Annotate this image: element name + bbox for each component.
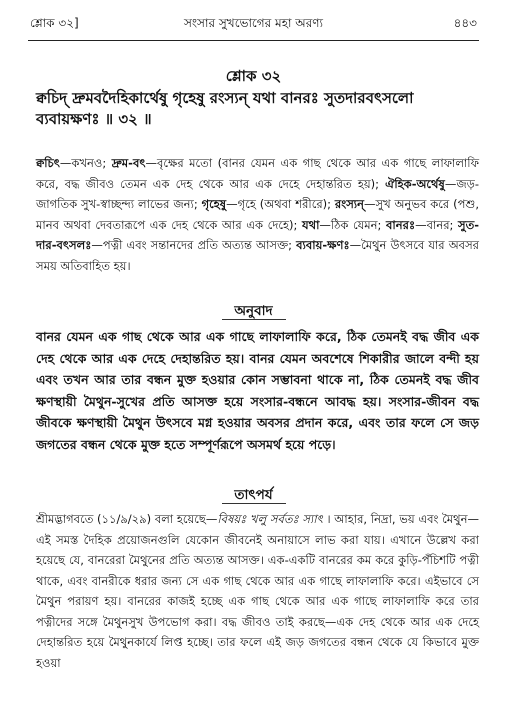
- running-header: [30, 8, 477, 38]
- purport-title: তাৎপর্য: [234, 487, 273, 503]
- purport-reference: (১১/৯/২৯) বলা হয়েছে—: [93, 512, 218, 526]
- synonym-term: ক্বচিৎ: [36, 156, 60, 170]
- synonym-meaning: —সুখ অনুভব করে (পশু, মানব অথবা দেবতারূপে এক দেহ থেকে আর এক দেহে);: [36, 197, 479, 232]
- synonym-meaning: —জড়-জাগতিক সুখ-স্বাচ্ছন্দ্য লাভের জন্য;: [36, 176, 479, 211]
- purport-text: [36, 509, 479, 673]
- synonym-term: ঐহিক-অর্থেষু: [385, 176, 445, 191]
- verse-number: শ্লোক ৩২: [225, 67, 282, 85]
- word-meanings: [36, 153, 479, 276]
- synonym-meaning: —গৃহে (অথবা শরীরে);: [226, 197, 335, 211]
- synonym-term: গৃহেষু: [201, 197, 227, 211]
- synonym-meaning: —বানর;: [415, 217, 458, 232]
- header-rule: [28, 40, 479, 41]
- translation-text: বানর যেমন এক গাছ থেকে আর এক গাছে লাফালাফি করে, ঠিক তেমনই বদ্ধ জীব এক দেহ থেকে আর এক দেহে দেহান্তরিত হয়। বানর যেমন অবশেষে শিকারীর জালে বন্দী হয় এবং তখন আর তার বন্ধন মুক্ত হওয়ার কোন সম্ভাবনা থাকে না, ঠিক তেমনই বদ্ধ জীব ক্ষণস্থায়ী মৈথুন-সুখের প্রতি আসক্ত হয়ে সংসার-বন্ধনে আবদ্ধ হয়। সংসার-জীবন বদ্ধ জীবকে ক্ষণস্থায়ী মৈথুন উৎসবে মগ্ন হওয়ার অবসর প্রদান করে, এবং তার ফলে সে জড় জগতের বন্ধন থেকে মুক্ত হতে সম্পূর্ণরূপে অসমর্থ হয়ে পড়ে।: [36, 329, 479, 452]
- synonym-meaning: —মৈথুন উৎসবে যার অবসর সময় অতিবাহিত হয়।: [36, 238, 480, 273]
- synonym-term: যথা: [302, 217, 320, 232]
- purport-quote: বিষয়ঃ খলু সর্বতঃ স্যাৎ: [217, 512, 323, 526]
- translation-title: অনুবাদ: [234, 303, 273, 319]
- synonym-meaning: —বৃক্ষের মতো (বানর যেমন এক গাছ থেকে আর এক গাছে লাফালাফি করে, বদ্ধ জীবও তেমন এক দেহ থেকে আর এক দেহে দেহান্তরিত হয়);: [36, 156, 479, 191]
- synonym-term: রংস্যন্: [334, 197, 364, 211]
- synonym-meaning: —কখনও;: [59, 156, 112, 170]
- header-chapter-title: সংসার সুখভোগের মহা অরণ্য: [183, 16, 324, 30]
- synonym-term: বানরঃ: [386, 217, 416, 232]
- purport-body: । আহার, নিদ্রা, ভয় এবং মৈথুন—এই সমস্ত দৈহিক প্রয়োজনগুলি যেকোন জীবনেই অনায়াসে লাভ করা যায়। এখানে উল্লেখ করা হয়েছে যে, বানরেরা মৈথুনের প্রতি অত্যন্ত আসক্ত। এক-একটি বানরের কম করে কুড়ি-পঁচিশটি পত্নী থাকে, এবং বানরীকে ধরার জন্য সে এক গাছ থেকে আর এক গাছে লাফালাফি করে। এইভাবে সে মৈথুন পরায়ণ হয়। বানরের কাজই হচ্ছে এক গাছ থেকে আর এক গাছে লাফালাফি করে তার পত্নীদের সঙ্গে মৈথুনসুখ উপভোগ করা। বদ্ধ জীবও তাই করছে—এক দেহ থেকে আর এক দেহে দেহান্তরিত হয়ে মৈথুনকার্যে লিপ্ত হচ্ছে। তার ফলে এই জড় জগতের বন্ধন থেকে যে কিভাবে মুক্ত হওয়া: [36, 512, 479, 670]
- synonym-term: দ্রুম-বৎ: [111, 156, 146, 170]
- translation-title-underline: [222, 319, 286, 320]
- synonym-term: ব্যবায়-ক্ষণঃ: [296, 238, 350, 252]
- header-verse-ref: শ্লোক ৩২]: [30, 16, 79, 30]
- purport-source: শ্রীমদ্ভাগবতে: [36, 512, 94, 526]
- header-page-number: ৪৪৩: [453, 16, 477, 30]
- purport-title-underline: [222, 503, 286, 504]
- synonym-meaning: —পত্নী এবং সন্তানদের প্রতি অত্যন্ত আসক্ত;: [91, 238, 297, 252]
- verse-text: ক্বচিদ্ দ্রুমবদৈহিকার্থেষু গৃহেষু রংস্যন্ যথা বানরঃ সুতদারবৎসলো ব্যবায়ক্ষণঃ ॥ ৩২ ॥: [36, 89, 414, 128]
- synonym-term: সুত-দার-বৎসলঃ: [36, 217, 479, 252]
- synonym-meaning: —ঠিক যেমন;: [319, 217, 387, 232]
